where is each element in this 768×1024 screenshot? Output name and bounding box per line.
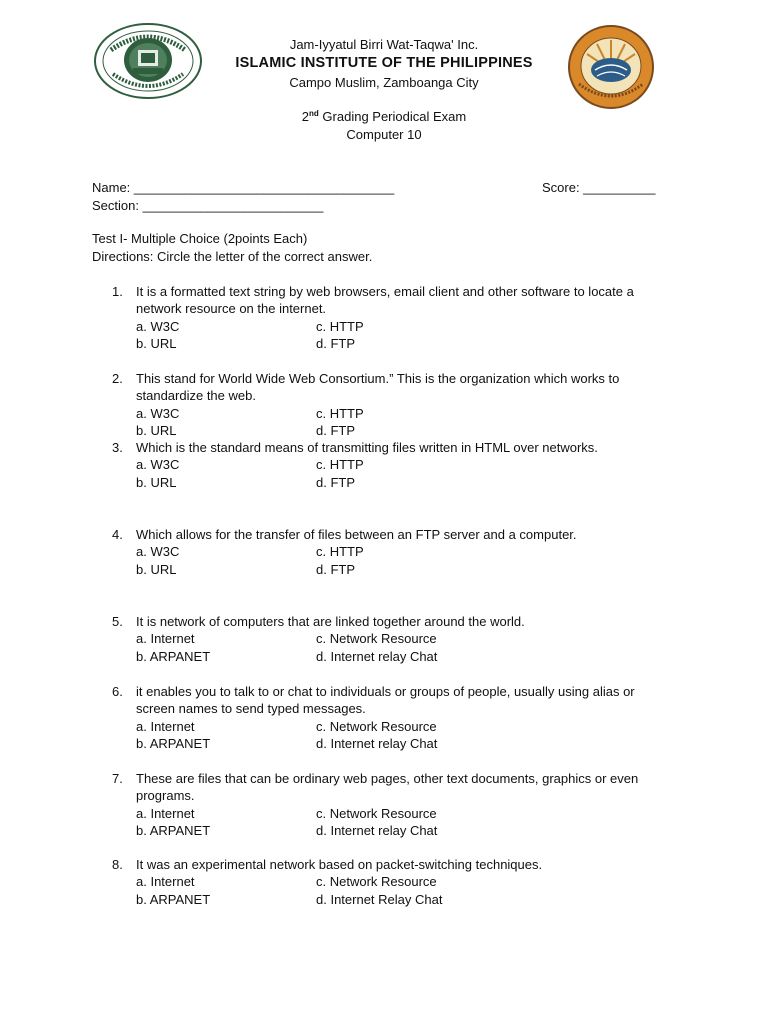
answer-options	[136, 873, 672, 908]
question-6	[112, 683, 672, 752]
option-d[interactable]: d. Internet relay Chat	[316, 735, 438, 751]
organization-name: Jam-Iyyatul Birri Wat-Taqwa' Inc.	[289, 37, 479, 52]
answer-options	[136, 805, 672, 840]
option-d[interactable]: d. FTP	[316, 422, 356, 438]
question-text: it enables you to talk to or chat to individuals or groups of people, usually using alias or screen names to send typed messages.	[136, 684, 635, 717]
option-c[interactable]: c. Network Resource	[316, 874, 437, 890]
question-5	[112, 613, 672, 665]
question-text: It was an experimental network based on packet-switching techniques.	[136, 857, 543, 872]
option-b[interactable]: b. ARPANET	[136, 891, 211, 907]
question-number: 2.	[112, 371, 123, 386]
question-4	[112, 526, 672, 578]
option-c[interactable]: c. Network Resource	[316, 631, 437, 647]
option-c[interactable]: c. Network Resource	[316, 718, 437, 734]
option-c[interactable]: c. HTTP	[316, 457, 364, 473]
option-d[interactable]: d. Internet relay Chat	[316, 822, 438, 838]
test-directions: Directions: Circle the letter of the correct answer.	[92, 249, 373, 264]
option-c[interactable]: c. HTTP	[316, 405, 364, 421]
school-seal-right-logo	[567, 24, 655, 110]
school-name: ISLAMIC INSTITUTE OF THE PHILIPPINES	[235, 55, 533, 71]
option-b[interactable]: b. URL	[136, 561, 177, 577]
option-a[interactable]: a. Internet	[136, 631, 195, 647]
answer-options	[136, 543, 672, 578]
question-number: 6.	[112, 684, 123, 699]
question-number: 5.	[112, 614, 123, 629]
option-a[interactable]: a. Internet	[136, 874, 195, 890]
exam-title	[200, 108, 568, 144]
section-field[interactable]: Section: _________________________	[92, 198, 324, 213]
option-b[interactable]: b. ARPANET	[136, 735, 211, 751]
subject-name: Computer 10	[346, 127, 422, 142]
question-text: These are files that can be ordinary web pages, other text documents, graphics or even programs.	[136, 771, 639, 804]
question-number: 7.	[112, 771, 123, 786]
option-a[interactable]: a. W3C	[136, 318, 180, 334]
option-b[interactable]: b. URL	[136, 474, 177, 490]
option-d[interactable]: d. Internet Relay Chat	[316, 891, 443, 907]
grading-period: 2nd Grading Periodical Exam	[301, 109, 467, 124]
question-number: 1.	[112, 284, 123, 299]
option-b[interactable]: b. ARPANET	[136, 648, 211, 664]
answer-options	[136, 718, 672, 753]
question-number: 8.	[112, 857, 123, 872]
option-a[interactable]: a. W3C	[136, 405, 180, 421]
school-header	[200, 36, 568, 92]
question-number: 4.	[112, 527, 123, 542]
option-a[interactable]: a. W3C	[136, 544, 180, 560]
question-7	[112, 770, 672, 839]
score-field[interactable]: Score: __________	[542, 180, 656, 195]
option-d[interactable]: d. FTP	[316, 474, 356, 490]
option-b[interactable]: b. URL	[136, 335, 177, 351]
option-c[interactable]: c. HTTP	[316, 544, 364, 560]
school-seal-left-logo	[93, 22, 203, 100]
answer-options	[136, 405, 672, 440]
question-text: It is a formatted text string by web browsers, email client and other software to locate a network resource on the internet.	[136, 284, 634, 317]
question-text: It is network of computers that are linked together around the world.	[136, 614, 525, 629]
option-d[interactable]: d. FTP	[316, 335, 356, 351]
option-b[interactable]: b. URL	[136, 422, 177, 438]
question-1	[112, 283, 672, 352]
name-field[interactable]: Name: ____________________________________	[92, 180, 395, 195]
question-text: This stand for World Wide Web Consortium.” This is the organization which works to standardize the web.	[136, 371, 620, 404]
test-heading	[92, 230, 372, 266]
question-text: Which is the standard means of transmitting files written in HTML over networks.	[136, 440, 598, 455]
option-d[interactable]: d. Internet relay Chat	[316, 648, 438, 664]
test-title: Test I- Multiple Choice (2points Each)	[92, 231, 308, 246]
option-a[interactable]: a. Internet	[136, 805, 195, 821]
option-d[interactable]: d. FTP	[316, 561, 356, 577]
answer-options	[136, 456, 672, 491]
option-b[interactable]: b. ARPANET	[136, 822, 211, 838]
question-2	[112, 370, 672, 439]
question-3	[112, 439, 672, 491]
option-a[interactable]: a. W3C	[136, 457, 180, 473]
answer-options	[136, 318, 672, 353]
school-location: Campo Muslim, Zamboanga City	[289, 75, 479, 90]
answer-options	[136, 630, 672, 665]
question-8	[112, 856, 672, 908]
question-text: Which allows for the transfer of files between an FTP server and a computer.	[136, 527, 577, 542]
option-a[interactable]: a. Internet	[136, 718, 195, 734]
question-number: 3.	[112, 440, 123, 455]
option-c[interactable]: c. Network Resource	[316, 805, 437, 821]
option-c[interactable]: c. HTTP	[316, 318, 364, 334]
